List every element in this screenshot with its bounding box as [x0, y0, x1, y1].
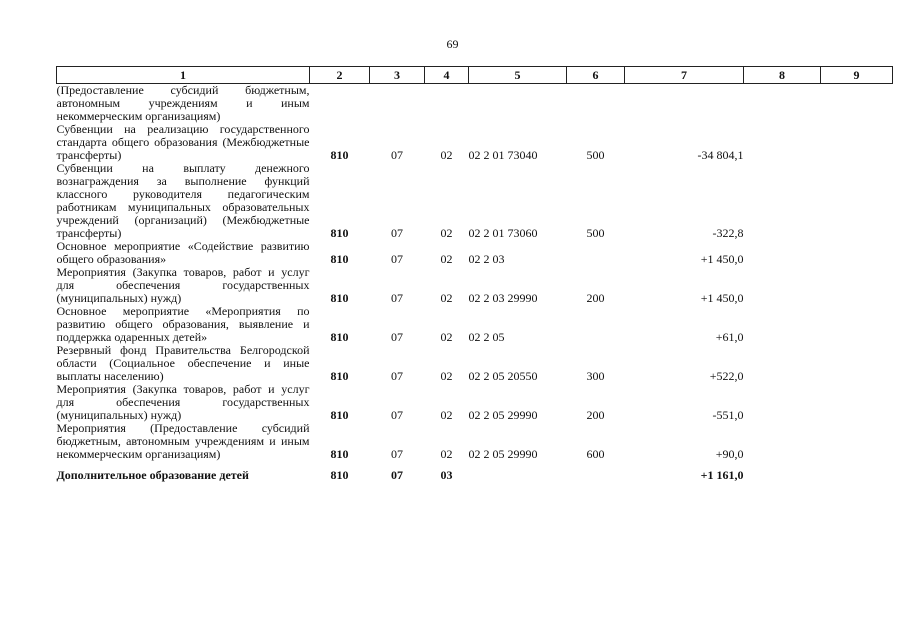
cell-section: 07 — [391, 408, 403, 422]
header-row — [57, 67, 893, 84]
cell-amount: +1 450,0 — [700, 291, 744, 305]
page-number: 69 — [446, 37, 459, 51]
cell-amount: +1 450,0 — [700, 252, 744, 266]
cell-col8 — [744, 162, 821, 240]
cell-subsection: 02 — [440, 226, 453, 240]
budget-table — [56, 66, 893, 482]
cell-col9 — [821, 123, 893, 162]
cell-col9 — [821, 422, 893, 461]
cell-col8 — [744, 84, 821, 124]
cell-col8 — [744, 383, 821, 422]
table-row — [57, 84, 893, 124]
cell-description: Основное мероприятие «Мероприятия по развитию общего образования, выявление и поддержка одаренных детей» — [56, 304, 310, 344]
cell-col9 — [821, 240, 893, 266]
cell-subsection: 03 — [440, 468, 453, 482]
cell-admin: 810 — [330, 291, 349, 305]
table-row — [57, 123, 893, 162]
cell-admin: 810 — [330, 468, 349, 482]
cell-section: 07 — [391, 447, 403, 461]
column-header: 4 — [425, 67, 469, 84]
cell-amount: -34 804,1 — [697, 148, 744, 162]
cell-amount: +1 161,0 — [700, 468, 744, 482]
cell-target-article: 02 2 01 73060 — [468, 226, 538, 240]
cell-col8 — [744, 266, 821, 305]
cell-section: 07 — [391, 369, 403, 383]
cell-target-article: 02 2 05 20550 — [468, 369, 538, 383]
column-header: 2 — [310, 67, 370, 84]
cell-admin: 810 — [330, 226, 349, 240]
cell-admin: 810 — [330, 408, 349, 422]
cell-amount: -322,8 — [712, 226, 744, 240]
column-header: 7 — [625, 67, 744, 84]
cell-col8 — [744, 469, 821, 482]
cell-section — [370, 84, 425, 124]
cell-description: Мероприятия (Закупка товаров, работ и услуг для обеспечения государственных (муниципальных) нужд) — [56, 382, 310, 422]
cell-amount: +61,0 — [715, 330, 744, 344]
column-header: 6 — [567, 67, 625, 84]
cell-subsection: 02 — [440, 369, 453, 383]
cell-admin: 810 — [330, 330, 349, 344]
cell-description: Дополнительное образование детей — [56, 468, 249, 482]
cell-target-article: 02 2 01 73040 — [468, 148, 538, 162]
cell-col8 — [744, 240, 821, 266]
table-row — [57, 266, 893, 305]
cell-col9 — [821, 266, 893, 305]
table-row — [57, 344, 893, 383]
cell-expense-type — [567, 240, 625, 266]
cell-target-article: 02 2 05 — [468, 330, 505, 344]
cell-admin: 810 — [330, 252, 349, 266]
cell-subsection — [425, 84, 469, 124]
cell-expense-type — [567, 469, 625, 482]
cell-description: Мероприятия (Предоставление субсидий бюджетным, автономным учреждениям и иным некоммерческим организациям) — [56, 421, 310, 461]
cell-target-article — [469, 469, 567, 482]
cell-col9 — [821, 162, 893, 240]
cell-amount — [625, 84, 744, 124]
cell-description: Резервный фонд Правительства Белгородской области (Социальное обеспечение и иные выплаты населению) — [56, 343, 310, 383]
cell-amount: +522,0 — [709, 369, 744, 383]
cell-subsection: 02 — [440, 252, 453, 266]
cell-description: Мероприятия (Закупка товаров, работ и услуг для обеспечения государственных (муниципальных) нужд) — [56, 265, 310, 305]
table-row — [57, 305, 893, 344]
table-row — [57, 240, 893, 266]
cell-section: 07 — [391, 252, 403, 266]
cell-col9 — [821, 84, 893, 124]
column-header: 1 — [57, 67, 310, 84]
cell-expense-type: 500 — [586, 226, 605, 240]
cell-subsection: 02 — [440, 148, 453, 162]
column-header: 8 — [744, 67, 821, 84]
cell-admin — [310, 84, 370, 124]
cell-expense-type — [567, 84, 625, 124]
cell-expense-type: 600 — [586, 447, 605, 461]
table-row — [57, 469, 893, 482]
cell-target-article: 02 2 03 — [468, 252, 505, 266]
cell-target-article: 02 2 05 29990 — [468, 408, 538, 422]
cell-subsection: 02 — [440, 330, 453, 344]
cell-col8 — [744, 344, 821, 383]
cell-section: 07 — [391, 330, 403, 344]
cell-col9 — [821, 469, 893, 482]
cell-section: 07 — [391, 291, 403, 305]
cell-col9 — [821, 305, 893, 344]
cell-amount: -551,0 — [712, 408, 744, 422]
cell-admin: 810 — [330, 369, 349, 383]
cell-target-article: 02 2 03 29990 — [468, 291, 538, 305]
cell-description: Субвенции на реализацию государственного стандарта общего образования (Межбюджетные трансферты) — [56, 122, 310, 162]
table-row — [57, 162, 893, 240]
cell-expense-type: 500 — [586, 148, 605, 162]
cell-description: Основное мероприятие «Содействие развитию общего образования» — [56, 239, 310, 266]
cell-section: 07 — [391, 148, 403, 162]
cell-section: 07 — [391, 468, 403, 482]
cell-description: Субвенции на выплату денежного вознаграждения за выполнение функций классного руководителя педагогическим работникам муниципальных образовательных учреждений (организаций) (Межбюджетные трансферты) — [56, 161, 310, 240]
cell-admin: 810 — [330, 148, 349, 162]
cell-target-article — [469, 84, 567, 124]
column-header: 5 — [469, 67, 567, 84]
column-header: 9 — [821, 67, 893, 84]
cell-col8 — [744, 422, 821, 461]
cell-col9 — [821, 383, 893, 422]
cell-subsection: 02 — [440, 408, 453, 422]
cell-col8 — [744, 123, 821, 162]
table-row — [57, 383, 893, 422]
cell-col9 — [821, 344, 893, 383]
cell-expense-type: 200 — [586, 291, 605, 305]
cell-target-article: 02 2 05 29990 — [468, 447, 538, 461]
cell-expense-type — [567, 305, 625, 344]
cell-col8 — [744, 305, 821, 344]
column-header: 3 — [370, 67, 425, 84]
table-row — [57, 422, 893, 461]
cell-section: 07 — [391, 226, 403, 240]
cell-amount: +90,0 — [715, 447, 744, 461]
cell-subsection: 02 — [440, 447, 453, 461]
cell-expense-type: 300 — [586, 369, 605, 383]
cell-description: (Предоставление субсидий бюджетным, автономным учреждениям и иным некоммерческим организациям) — [56, 83, 310, 123]
cell-subsection: 02 — [440, 291, 453, 305]
cell-admin: 810 — [330, 447, 349, 461]
cell-expense-type: 200 — [586, 408, 605, 422]
